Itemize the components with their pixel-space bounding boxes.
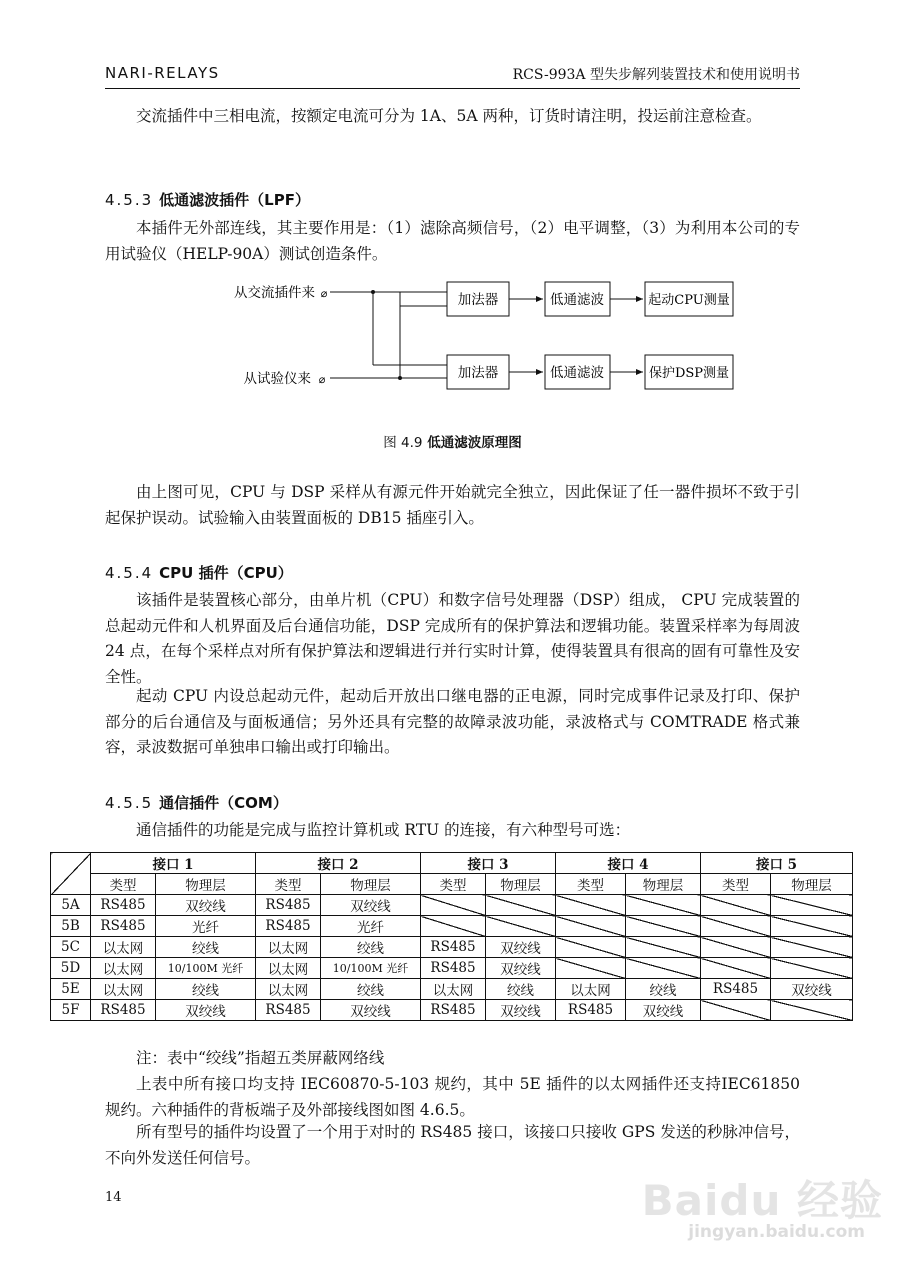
table-row [51,979,853,1000]
empty-cell [421,895,486,916]
empty-cell [771,958,853,979]
physical-layer-cell: 绞线 [156,937,256,958]
type-cell: 以太网 [256,937,321,958]
type-cell: 以太网 [91,979,156,1000]
table-corner [51,853,91,895]
empty-cell [771,916,853,937]
table-row [51,937,853,958]
type-cell: RS485 [256,916,321,937]
type-cell: RS485 [256,895,321,916]
physical-layer-cell: 双绞线 [486,958,556,979]
type-cell: RS485 [421,937,486,958]
empty-cell [486,895,556,916]
physical-layer-cell: 双绞线 [321,895,421,916]
table-note: 注：表中“绞线”指超五类屏蔽网络线 [136,1049,385,1067]
empty-cell [556,958,626,979]
table-row [51,1000,853,1021]
empty-cell [771,895,853,916]
empty-cell [556,937,626,958]
empty-cell [771,937,853,958]
type-cell: RS485 [91,895,156,916]
type-cell: RS485 [421,1000,486,1021]
physical-layer-cell: 10/100M 光纤 [156,958,256,979]
section-4-5-5-heading [105,792,288,813]
type-header: 类型 [91,874,156,895]
physical-layer-cell: 绞线 [321,979,421,1000]
type-cell: RS485 [91,1000,156,1021]
terminal-icon: ⌀ [320,287,328,300]
physical-layer-cell: 绞线 [486,979,556,1000]
figure-number: 图 4.9 [383,435,423,451]
model-cell: 5D [51,958,91,979]
empty-cell [556,895,626,916]
figure-caption [0,431,905,451]
section-4-5-3-para2: 由上图可见，CPU 与 DSP 采样从有源元件开始就完全独立，因此保证了任一器件损坏不致于引起保护误动。试验输入由装置面板的 DB15 插座引入。 [105,483,800,527]
watermark-logo: Baidu 经验 [641,1176,883,1225]
empty-cell [626,895,701,916]
physical-layer-header: 物理层 [771,874,853,895]
physical-layer-cell: 双绞线 [321,1000,421,1021]
section-number: 4.5.5 [105,794,154,812]
physical-layer-cell: 绞线 [156,979,256,1000]
model-cell: 5B [51,916,91,937]
adder-label-top: 加法器 [457,292,499,308]
physical-layer-header: 物理层 [321,874,421,895]
physical-layer-header: 物理层 [156,874,256,895]
section-4-5-3-heading [105,189,310,210]
empty-cell [701,916,771,937]
empty-cell [771,1000,853,1021]
type-cell: 以太网 [256,958,321,979]
type-header: 类型 [421,874,486,895]
section-4-5-3-para1: 本插件无外部连线，其主要作用是：（1）滤除高频信号，（2）电平调整，（3）为利用本公司的专用试验仪（HELP-90A）测试创造条件。 [105,219,800,263]
section-title: 通信插件（COM） [159,794,288,812]
physical-layer-cell: 光纤 [156,916,256,937]
output-label-top: 起动CPU测量 [648,293,730,308]
interface-group-header: 接口 5 [701,853,853,874]
interface-group-header: 接口 3 [421,853,556,874]
table-row [51,916,853,937]
lpf-label-bottom: 低通滤波 [550,365,604,381]
interface-group-header: 接口 4 [556,853,701,874]
table-row [51,895,853,916]
type-cell: 以太网 [91,937,156,958]
physical-layer-header: 物理层 [486,874,556,895]
physical-layer-cell: 双绞线 [486,1000,556,1021]
model-cell: 5C [51,937,91,958]
empty-cell [701,958,771,979]
interface-group-header: 接口 2 [256,853,421,874]
type-cell: RS485 [256,1000,321,1021]
diagram-input-bottom-label: 从试验仪来 [243,371,311,387]
section-number: 4.5.4 [105,564,154,582]
section-title: CPU 插件（CPU） [159,564,293,582]
empty-cell [701,895,771,916]
type-header: 类型 [256,874,321,895]
page-number: 14 [105,1190,122,1205]
section-title: 低通滤波插件（LPF） [159,191,310,209]
type-cell: 以太网 [421,979,486,1000]
header-left: NARI-RELAYS [105,64,220,82]
empty-cell [556,916,626,937]
type-cell: 以太网 [556,979,626,1000]
physical-layer-cell: 双绞线 [486,937,556,958]
physical-layer-cell: 双绞线 [771,979,853,1000]
type-cell: RS485 [701,979,771,1000]
physical-layer-cell: 双绞线 [626,1000,701,1021]
junction-dot [398,376,402,380]
empty-cell [626,958,701,979]
physical-layer-cell: 绞线 [626,979,701,1000]
type-cell: RS485 [421,958,486,979]
output-label-bottom: 保护DSP测量 [648,366,730,381]
diagram-input-top-label: 从交流插件来 [234,285,315,301]
physical-layer-cell: 双绞线 [156,895,256,916]
section-4-5-4-para2: 起动 CPU 内设总起动元件，起动后开放出口继电器的正电源，同时完成事件记录及打印、保护部分的后台通信及与面板通信；另外还具有完整的故障录波功能，录波格式与 COMTRADE 格式兼容，录波数据可单独串口输出或打印输出。 [105,687,800,756]
header-right: RCS-993A 型失步解列装置技术和使用说明书 [512,67,800,83]
lpf-block-diagram [0,270,905,410]
section-4-5-4-para1: 该插件是装置核心部分，由单片机（CPU）和数字信号处理器（DSP）组成， CPU 完成装置的总起动元件和人机界面及后台通信功能，DSP 完成所有的保护算法和逻辑功能。装置采样率为每周波 24 点，在每个采样点对所有保护算法和逻辑进行并行实时计算，使得装置具有很高的固有可靠性及安全性。 [105,591,800,686]
intro-paragraph: 交流插件中三相电流，按额定电流可分为 1A、5A 两种，订货时请注明，投运前注意检查。 [136,107,762,125]
section-4-5-4-heading [105,562,293,583]
type-cell: RS485 [556,1000,626,1021]
type-cell: RS485 [91,916,156,937]
section-4-5-5-para2: 上表中所有接口均支持 IEC60870-5-103 规约，其中 5E 插件的以太网插件还支持IEC61850 规约。六种插件的背板端子及外部接线图如图 4.6.5。 [105,1075,800,1119]
figure-title: 低通滤波原理图 [427,435,522,451]
type-header: 类型 [701,874,771,895]
model-cell: 5E [51,979,91,1000]
type-header: 类型 [556,874,626,895]
adder-label-bottom: 加法器 [457,365,499,381]
model-cell: 5F [51,1000,91,1021]
terminal-icon: ⌀ [318,373,326,386]
physical-layer-cell: 10/100M 光纤 [321,958,421,979]
lpf-label-top: 低通滤波 [550,292,604,308]
model-cell: 5A [51,895,91,916]
interface-table [50,852,853,1021]
section-number: 4.5.3 [105,191,154,209]
interface-group-header: 接口 1 [91,853,256,874]
physical-layer-cell: 双绞线 [156,1000,256,1021]
type-cell: 以太网 [256,979,321,1000]
section-4-5-5-para1: 通信插件的功能是完成与监控计算机或 RTU 的连接，有六种型号可选： [136,821,631,839]
empty-cell [701,1000,771,1021]
physical-layer-cell: 光纤 [321,916,421,937]
empty-cell [626,916,701,937]
physical-layer-header: 物理层 [626,874,701,895]
empty-cell [701,937,771,958]
header-rule [105,88,800,89]
junction-dot [371,290,375,294]
empty-cell [486,916,556,937]
empty-cell [626,937,701,958]
section-4-5-5-para3: 所有型号的插件均设置了一个用于对时的 RS485 接口，该接口只接收 GPS 发送的秒脉冲信号，不向外发送任何信号。 [105,1123,800,1167]
physical-layer-cell: 绞线 [321,937,421,958]
table-row [51,958,853,979]
watermark-url: jingyan.baidu.com [688,1222,865,1242]
type-cell: 以太网 [91,958,156,979]
empty-cell [421,916,486,937]
